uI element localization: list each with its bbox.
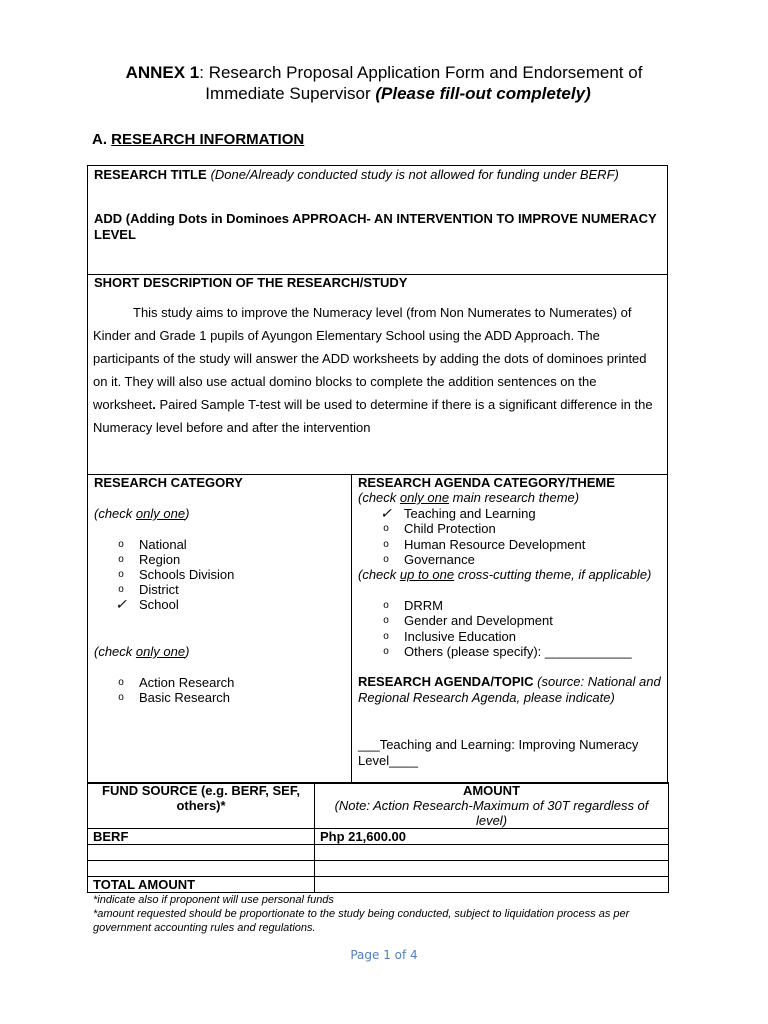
checkmark-icon: ✓	[380, 505, 392, 521]
title-emphasis: (Please fill-out completely)	[375, 84, 591, 103]
agenda-check-instruction: (check only one main research theme)	[358, 490, 580, 505]
research-agenda-box: RESEARCH AGENDA CATEGORY/THEME (check only one main research theme) ✓ Teaching and Learning o Child Protection o Human Resource Development o Governance (check up to one cross-cutting theme, if applicable) o DRRM o Gender and Development o Inclusive Education o Others (please specify): ____________ RESEARCH AGENDA/TOPIC (source: National and Regional Research Agenda, please indicate) ___Teaching and Learning: Improving Numeracy Level____	[351, 474, 668, 784]
fund-amount-cell[interactable]	[315, 845, 669, 861]
fund-amount-header	[315, 783, 669, 829]
radio-marker-icon: o	[118, 584, 124, 595]
page-title	[0, 62, 768, 104]
table-row	[88, 845, 669, 861]
description-label: SHORT DESCRIPTION OF THE RESEARCH/STUDY	[94, 275, 408, 290]
fund-header-row	[88, 783, 669, 829]
table-row	[88, 829, 669, 845]
annex-label: ANNEX 1	[125, 63, 200, 82]
amount-header-note: (Note: Action Research-Maximum of 30T regardless of level)	[334, 798, 649, 828]
fund-source-cell[interactable]	[88, 845, 315, 861]
total-amount-value[interactable]	[315, 877, 669, 893]
radio-marker-icon: o	[383, 600, 389, 611]
cross-cutting-instruction: (check up to one cross-cutting theme, if applicable)	[358, 567, 652, 582]
checkmark-icon: ✓	[115, 596, 127, 612]
agenda-topic-label: RESEARCH AGENDA/TOPIC	[358, 674, 534, 689]
radio-marker-icon: o	[118, 554, 124, 565]
research-category-label: RESEARCH CATEGORY	[94, 475, 243, 490]
footnote-amount-requested: *amount requested should be proportionate to the study being conducted, subject to liquidation process as per government accounting rules and regulations.	[93, 908, 630, 934]
radio-marker-icon: o	[383, 646, 389, 657]
description-text-before: This study aims to improve the Numeracy level (from Non Numerates to Numerates) of Kinder and Grade 1 pupils of Ayungon Elementary School using the ADD Approach. The participants of the study will answer the ADD worksheets by adding the dots of dominoes printed on it. They will also use actual domino blocks to complete the addition sentences on the worksheet	[93, 305, 647, 412]
type-check-instruction: (check only one)	[94, 644, 190, 659]
category-check-instruction: (check only one)	[94, 506, 190, 521]
radio-marker-icon: o	[118, 539, 124, 550]
research-title-note: (Done/Already conducted study is not allowed for funding under BERF)	[210, 167, 619, 182]
description-box	[87, 274, 668, 475]
title-part2: Immediate Supervisor	[205, 84, 376, 103]
radio-marker-icon: o	[383, 554, 389, 565]
research-title-box	[87, 165, 668, 275]
total-row	[88, 877, 669, 893]
section-title: RESEARCH INFORMATION	[111, 131, 305, 148]
section-letter: A.	[92, 131, 107, 148]
total-amount-label: TOTAL AMOUNT	[88, 877, 315, 893]
radio-marker-icon: o	[383, 631, 389, 642]
title-part1: : Research Proposal Application Form and Endorsement of	[199, 63, 643, 82]
footnote-personal-funds: *indicate also if proponent will use personal funds	[93, 894, 334, 906]
fund-amount-cell[interactable]	[315, 861, 669, 877]
radio-marker-icon: o	[118, 692, 124, 703]
description-text[interactable]	[93, 301, 657, 439]
research-agenda-label: RESEARCH AGENDA CATEGORY/THEME	[358, 475, 615, 490]
fund-table	[87, 782, 669, 893]
footnotes	[93, 893, 663, 935]
agenda-topic-note: (source: National and Regional Research Agenda, please indicate)	[358, 674, 661, 705]
fund-source-cell[interactable]: BERF	[88, 829, 315, 845]
agenda-topic-value[interactable]: ___Teaching and Learning: Improving Numeracy Level____	[358, 737, 639, 768]
radio-marker-icon: o	[383, 615, 389, 626]
radio-marker-icon: o	[118, 569, 124, 580]
description-text-after: Paired Sample T-test will be used to determine if there is a significant difference in the Numeracy level before and after the intervention	[93, 397, 653, 435]
section-heading	[92, 131, 304, 148]
research-category-box: RESEARCH CATEGORY (check only one) o National o Region o Schools Division o District ✓ School (check only one) o Action Research o Basic Research	[87, 474, 352, 784]
table-row	[88, 861, 669, 877]
research-title-value[interactable]: ADD (Adding Dots in Dominoes APPROACH- AN INTERVENTION TO IMPROVE NUMERACY LEVEL	[94, 211, 657, 242]
radio-marker-icon: o	[383, 523, 389, 534]
amount-header-label: AMOUNT	[462, 783, 521, 798]
fund-source-header: FUND SOURCE (e.g. BERF, SEF, others)*	[88, 783, 315, 829]
radio-marker-icon: o	[383, 539, 389, 550]
radio-marker-icon: o	[118, 677, 124, 688]
fund-amount-cell[interactable]: Php 21,600.00	[315, 829, 669, 845]
agenda-topic-heading	[358, 674, 661, 706]
fund-source-cell[interactable]	[88, 861, 315, 877]
research-title-label-row	[94, 166, 661, 183]
research-title-label: RESEARCH TITLE	[94, 167, 207, 182]
description-text-dot: .	[152, 397, 156, 412]
page-number: Page 1 of 4	[350, 948, 418, 962]
